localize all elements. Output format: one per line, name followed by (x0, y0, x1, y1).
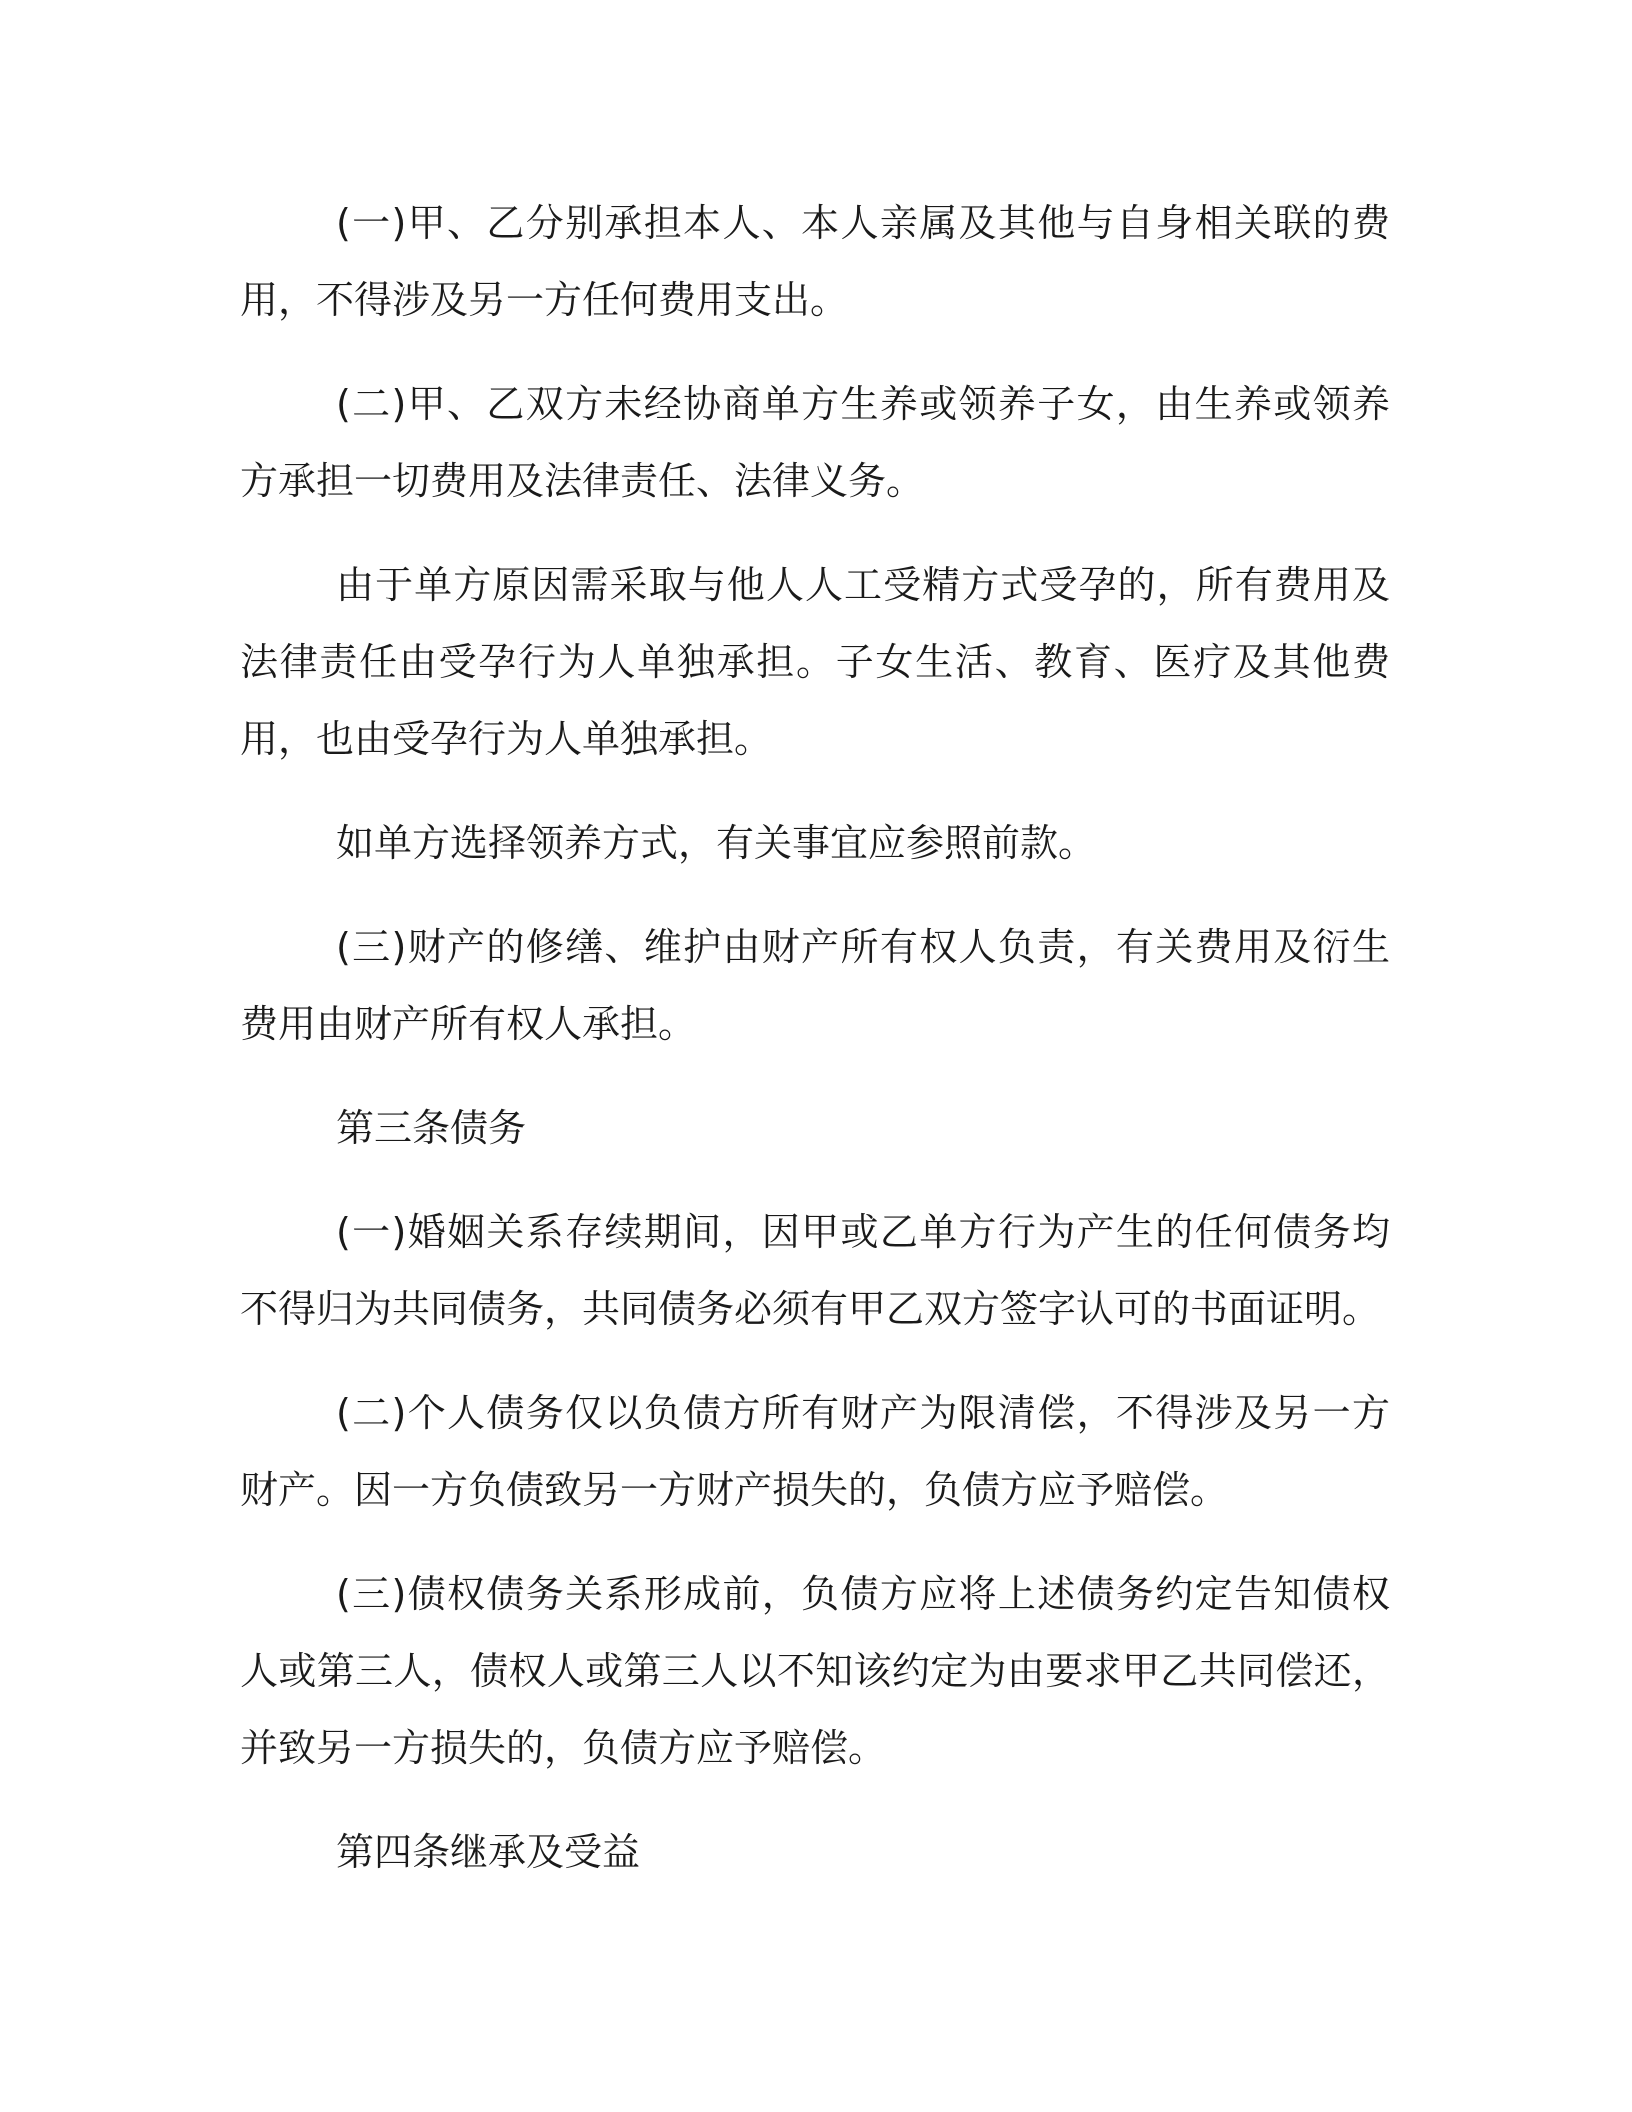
article-heading: 第三条债务 (336, 1106, 527, 1150)
clause-paragraph: (三)债权债务关系形成前，负债方应将上述债务约定告知债权人或第三人，债权人或第三人以不知该约定为由要求甲乙共同偿还，并致另一方损失的，负债方应予赔偿。 (240, 1572, 1390, 1770)
document-body (240, 185, 1390, 1918)
clause-paragraph: 由于单方原因需采取与他人人工受精方式受孕的，所有费用及法律责任由受孕行为人单独承担。子女生活、教育、医疗及其他费用，也由受孕行为人单独承担。 (240, 563, 1390, 761)
clause-paragraph: (一)甲、乙分别承担本人、本人亲属及其他与自身相关联的费用，不得涉及另一方任何费用支出。 (240, 201, 1390, 322)
clause-paragraph: (二)甲、乙双方未经协商单方生养或领养子女，由生养或领养方承担一切费用及法律责任、法律义务。 (240, 382, 1390, 503)
clause-paragraph: (一)婚姻关系存续期间，因甲或乙单方行为产生的任何债务均不得归为共同债务，共同债务必须有甲乙双方签字认可的书面证明。 (240, 1210, 1390, 1331)
clause-paragraph: 如单方选择领养方式，有关事宜应参照前款。 (336, 821, 1097, 865)
clause-paragraph: (三)财产的修缮、维护由财产所有权人负责，有关费用及衍生费用由财产所有权人承担。 (240, 925, 1390, 1046)
article-heading: 第四条继承及受益 (336, 1830, 641, 1874)
clause-paragraph: (二)个人债务仅以负债方所有财产为限清偿，不得涉及另一方财产。因一方负债致另一方财产损失的，负债方应予赔偿。 (240, 1391, 1390, 1512)
